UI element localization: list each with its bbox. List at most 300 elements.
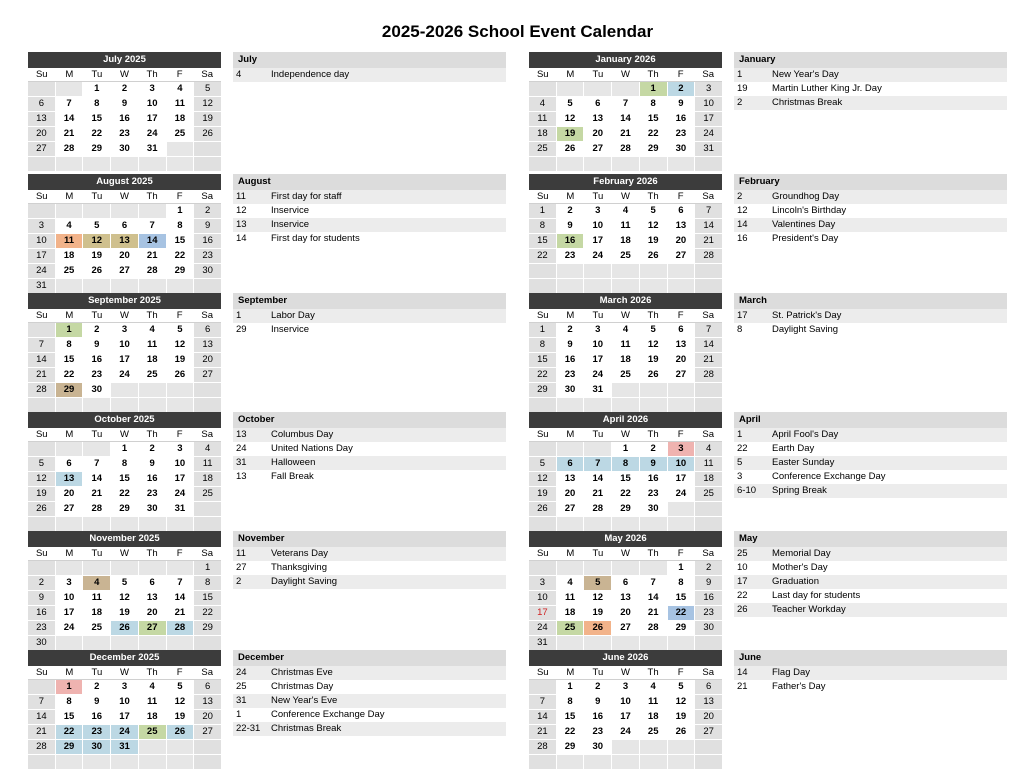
day-cell[interactable]: 18 — [194, 472, 221, 486]
day-cell[interactable]: 7 — [695, 204, 722, 218]
day-cell[interactable]: 4 — [56, 219, 83, 233]
day-cell[interactable]: 3 — [167, 442, 194, 456]
day-cell[interactable]: 12 — [529, 472, 556, 486]
day-cell[interactable]: 27 — [612, 621, 639, 635]
day-cell[interactable]: 21 — [56, 127, 83, 141]
day-cell[interactable]: 27 — [56, 502, 83, 516]
day-cell[interactable]: 25 — [139, 725, 166, 739]
day-cell[interactable]: 10 — [111, 695, 138, 709]
day-cell[interactable]: 16 — [83, 353, 110, 367]
day-cell[interactable]: 20 — [194, 353, 221, 367]
day-cell[interactable]: 8 — [167, 219, 194, 233]
day-cell[interactable]: 20 — [668, 234, 695, 248]
day-cell[interactable]: 13 — [557, 472, 584, 486]
day-cell[interactable]: 9 — [28, 591, 55, 605]
day-cell[interactable]: 3 — [695, 82, 722, 96]
day-cell[interactable]: 31 — [529, 636, 556, 650]
day-cell[interactable]: 24 — [28, 264, 55, 278]
day-cell[interactable]: 14 — [640, 591, 667, 605]
day-cell[interactable]: 14 — [83, 472, 110, 486]
day-cell[interactable]: 22 — [194, 606, 221, 620]
day-cell[interactable]: 17 — [139, 112, 166, 126]
day-cell[interactable]: 30 — [83, 383, 110, 397]
day-cell[interactable]: 21 — [612, 127, 639, 141]
day-cell[interactable]: 19 — [83, 249, 110, 263]
day-cell[interactable]: 12 — [640, 219, 667, 233]
day-cell[interactable]: 7 — [139, 219, 166, 233]
day-cell[interactable]: 28 — [83, 502, 110, 516]
day-cell[interactable]: 12 — [83, 234, 110, 248]
day-cell[interactable]: 17 — [695, 112, 722, 126]
day-cell[interactable]: 5 — [584, 576, 611, 590]
day-cell[interactable]: 26 — [28, 502, 55, 516]
day-cell[interactable]: 26 — [640, 249, 667, 263]
day-cell[interactable]: 31 — [167, 502, 194, 516]
day-cell[interactable]: 14 — [529, 710, 556, 724]
day-cell[interactable]: 4 — [612, 323, 639, 337]
day-cell[interactable]: 24 — [56, 621, 83, 635]
day-cell[interactable]: 10 — [529, 591, 556, 605]
day-cell[interactable]: 9 — [557, 219, 584, 233]
day-cell[interactable]: 11 — [640, 695, 667, 709]
day-cell[interactable]: 14 — [56, 112, 83, 126]
day-cell[interactable]: 4 — [612, 204, 639, 218]
day-cell[interactable]: 6 — [139, 576, 166, 590]
day-cell[interactable]: 13 — [612, 591, 639, 605]
day-cell[interactable]: 2 — [584, 680, 611, 694]
day-cell[interactable]: 28 — [695, 368, 722, 382]
day-cell[interactable]: 19 — [111, 606, 138, 620]
day-cell[interactable]: 3 — [668, 442, 695, 456]
day-cell[interactable]: 19 — [529, 487, 556, 501]
day-cell[interactable]: 19 — [167, 353, 194, 367]
day-cell[interactable]: 30 — [584, 740, 611, 754]
day-cell[interactable]: 17 — [584, 234, 611, 248]
day-cell[interactable]: 18 — [640, 710, 667, 724]
day-cell[interactable]: 7 — [28, 695, 55, 709]
day-cell[interactable]: 19 — [584, 606, 611, 620]
day-cell[interactable]: 14 — [28, 710, 55, 724]
day-cell[interactable]: 23 — [584, 725, 611, 739]
day-cell[interactable]: 31 — [111, 740, 138, 754]
day-cell[interactable]: 28 — [612, 142, 639, 156]
day-cell[interactable]: 7 — [640, 576, 667, 590]
day-cell[interactable]: 9 — [83, 695, 110, 709]
day-cell[interactable]: 4 — [695, 442, 722, 456]
day-cell[interactable]: 29 — [111, 502, 138, 516]
day-cell[interactable]: 5 — [529, 457, 556, 471]
day-cell[interactable]: 27 — [668, 249, 695, 263]
day-cell[interactable]: 8 — [529, 219, 556, 233]
day-cell[interactable]: 15 — [111, 472, 138, 486]
day-cell[interactable]: 20 — [28, 127, 55, 141]
day-cell[interactable]: 7 — [584, 457, 611, 471]
day-cell[interactable]: 28 — [167, 621, 194, 635]
day-cell[interactable]: 5 — [668, 680, 695, 694]
day-cell[interactable]: 17 — [28, 249, 55, 263]
day-cell[interactable]: 12 — [194, 97, 221, 111]
day-cell[interactable]: 23 — [111, 127, 138, 141]
day-cell[interactable]: 23 — [28, 621, 55, 635]
day-cell[interactable]: 15 — [529, 353, 556, 367]
day-cell[interactable]: 9 — [111, 97, 138, 111]
day-cell[interactable]: 18 — [612, 353, 639, 367]
day-cell[interactable]: 6 — [557, 457, 584, 471]
day-cell[interactable]: 1 — [668, 561, 695, 575]
day-cell[interactable]: 30 — [139, 502, 166, 516]
day-cell[interactable]: 30 — [557, 383, 584, 397]
day-cell[interactable]: 15 — [668, 591, 695, 605]
day-cell[interactable]: 4 — [557, 576, 584, 590]
day-cell[interactable]: 11 — [194, 457, 221, 471]
day-cell[interactable]: 3 — [139, 82, 166, 96]
day-cell[interactable]: 24 — [584, 368, 611, 382]
day-cell[interactable]: 6 — [111, 219, 138, 233]
day-cell[interactable]: 10 — [139, 97, 166, 111]
day-cell[interactable]: 13 — [668, 338, 695, 352]
day-cell[interactable]: 30 — [111, 142, 138, 156]
day-cell[interactable]: 4 — [194, 442, 221, 456]
day-cell[interactable]: 1 — [83, 82, 110, 96]
day-cell[interactable]: 18 — [557, 606, 584, 620]
day-cell[interactable]: 31 — [28, 279, 55, 293]
day-cell[interactable]: 9 — [194, 219, 221, 233]
day-cell[interactable]: 14 — [167, 591, 194, 605]
day-cell[interactable]: 15 — [56, 710, 83, 724]
day-cell[interactable]: 13 — [139, 591, 166, 605]
day-cell[interactable]: 23 — [139, 487, 166, 501]
day-cell[interactable]: 15 — [557, 710, 584, 724]
day-cell[interactable]: 14 — [28, 353, 55, 367]
day-cell[interactable]: 25 — [557, 621, 584, 635]
day-cell[interactable]: 7 — [529, 695, 556, 709]
day-cell[interactable]: 29 — [640, 142, 667, 156]
day-cell[interactable]: 14 — [612, 112, 639, 126]
day-cell[interactable]: 18 — [56, 249, 83, 263]
day-cell[interactable]: 28 — [56, 142, 83, 156]
day-cell[interactable]: 10 — [167, 457, 194, 471]
day-cell[interactable]: 24 — [695, 127, 722, 141]
day-cell[interactable]: 22 — [529, 249, 556, 263]
day-cell[interactable]: 11 — [83, 591, 110, 605]
day-cell[interactable]: 5 — [111, 576, 138, 590]
day-cell[interactable]: 22 — [111, 487, 138, 501]
day-cell[interactable]: 24 — [111, 368, 138, 382]
day-cell[interactable]: 16 — [557, 234, 584, 248]
day-cell[interactable]: 22 — [529, 368, 556, 382]
day-cell[interactable]: 10 — [695, 97, 722, 111]
day-cell[interactable]: 18 — [139, 710, 166, 724]
day-cell[interactable]: 9 — [584, 695, 611, 709]
day-cell[interactable]: 5 — [28, 457, 55, 471]
day-cell[interactable]: 11 — [612, 219, 639, 233]
day-cell[interactable]: 10 — [668, 457, 695, 471]
day-cell[interactable]: 23 — [557, 368, 584, 382]
day-cell[interactable]: 11 — [56, 234, 83, 248]
day-cell[interactable]: 23 — [83, 725, 110, 739]
day-cell[interactable]: 15 — [640, 112, 667, 126]
day-cell[interactable]: 6 — [612, 576, 639, 590]
day-cell[interactable]: 3 — [584, 323, 611, 337]
day-cell[interactable]: 19 — [640, 353, 667, 367]
day-cell[interactable]: 29 — [612, 502, 639, 516]
day-cell[interactable]: 4 — [640, 680, 667, 694]
day-cell[interactable]: 3 — [529, 576, 556, 590]
day-cell[interactable]: 3 — [584, 204, 611, 218]
day-cell[interactable]: 16 — [139, 472, 166, 486]
day-cell[interactable]: 29 — [194, 621, 221, 635]
day-cell[interactable]: 30 — [640, 502, 667, 516]
day-cell[interactable]: 1 — [529, 204, 556, 218]
day-cell[interactable]: 3 — [28, 219, 55, 233]
day-cell[interactable]: 5 — [83, 219, 110, 233]
day-cell[interactable]: 26 — [640, 368, 667, 382]
day-cell[interactable]: 19 — [668, 710, 695, 724]
day-cell[interactable]: 29 — [56, 383, 83, 397]
day-cell[interactable]: 17 — [612, 710, 639, 724]
day-cell[interactable]: 23 — [194, 249, 221, 263]
day-cell[interactable]: 17 — [111, 710, 138, 724]
day-cell[interactable]: 17 — [111, 353, 138, 367]
day-cell[interactable]: 9 — [139, 457, 166, 471]
day-cell[interactable]: 10 — [28, 234, 55, 248]
day-cell[interactable]: 2 — [557, 204, 584, 218]
day-cell[interactable]: 27 — [28, 142, 55, 156]
day-cell[interactable]: 25 — [640, 725, 667, 739]
day-cell[interactable]: 13 — [194, 338, 221, 352]
day-cell[interactable]: 26 — [529, 502, 556, 516]
day-cell[interactable]: 5 — [640, 323, 667, 337]
day-cell[interactable]: 8 — [83, 97, 110, 111]
day-cell[interactable]: 20 — [584, 127, 611, 141]
day-cell[interactable]: 4 — [139, 323, 166, 337]
day-cell[interactable]: 21 — [695, 234, 722, 248]
day-cell[interactable]: 18 — [139, 353, 166, 367]
day-cell[interactable]: 28 — [695, 249, 722, 263]
day-cell[interactable]: 9 — [695, 576, 722, 590]
day-cell[interactable]: 5 — [167, 680, 194, 694]
day-cell[interactable]: 22 — [640, 127, 667, 141]
day-cell[interactable]: 20 — [194, 710, 221, 724]
day-cell[interactable]: 25 — [194, 487, 221, 501]
day-cell[interactable]: 1 — [557, 680, 584, 694]
day-cell[interactable]: 19 — [557, 127, 584, 141]
day-cell[interactable]: 21 — [139, 249, 166, 263]
day-cell[interactable]: 11 — [139, 695, 166, 709]
day-cell[interactable]: 25 — [612, 249, 639, 263]
day-cell[interactable]: 23 — [557, 249, 584, 263]
day-cell[interactable]: 2 — [695, 561, 722, 575]
day-cell[interactable]: 28 — [640, 621, 667, 635]
day-cell[interactable]: 14 — [139, 234, 166, 248]
day-cell[interactable]: 17 — [167, 472, 194, 486]
day-cell[interactable]: 26 — [557, 142, 584, 156]
day-cell[interactable]: 22 — [612, 487, 639, 501]
day-cell[interactable]: 25 — [612, 368, 639, 382]
day-cell[interactable]: 24 — [111, 725, 138, 739]
day-cell[interactable]: 12 — [167, 695, 194, 709]
day-cell[interactable]: 8 — [640, 97, 667, 111]
day-cell[interactable]: 7 — [695, 323, 722, 337]
day-cell[interactable]: 27 — [194, 368, 221, 382]
day-cell[interactable]: 21 — [28, 725, 55, 739]
day-cell[interactable]: 22 — [56, 725, 83, 739]
day-cell[interactable]: 11 — [529, 112, 556, 126]
day-cell[interactable]: 6 — [194, 323, 221, 337]
day-cell[interactable]: 12 — [640, 338, 667, 352]
day-cell[interactable]: 13 — [194, 695, 221, 709]
day-cell[interactable]: 7 — [28, 338, 55, 352]
day-cell[interactable]: 1 — [56, 680, 83, 694]
day-cell[interactable]: 15 — [167, 234, 194, 248]
day-cell[interactable]: 2 — [111, 82, 138, 96]
day-cell[interactable]: 20 — [612, 606, 639, 620]
day-cell[interactable]: 24 — [668, 487, 695, 501]
day-cell[interactable]: 21 — [640, 606, 667, 620]
day-cell[interactable]: 5 — [194, 82, 221, 96]
day-cell[interactable]: 8 — [194, 576, 221, 590]
day-cell[interactable]: 16 — [28, 606, 55, 620]
day-cell[interactable]: 30 — [28, 636, 55, 650]
day-cell[interactable]: 20 — [139, 606, 166, 620]
day-cell[interactable]: 26 — [111, 621, 138, 635]
day-cell[interactable]: 29 — [529, 383, 556, 397]
day-cell[interactable]: 8 — [56, 695, 83, 709]
day-cell[interactable]: 27 — [111, 264, 138, 278]
day-cell[interactable]: 31 — [695, 142, 722, 156]
day-cell[interactable]: 15 — [194, 591, 221, 605]
day-cell[interactable]: 19 — [640, 234, 667, 248]
day-cell[interactable]: 5 — [640, 204, 667, 218]
day-cell[interactable]: 15 — [83, 112, 110, 126]
day-cell[interactable]: 26 — [83, 264, 110, 278]
day-cell[interactable]: 14 — [695, 219, 722, 233]
day-cell[interactable]: 6 — [28, 97, 55, 111]
day-cell[interactable]: 28 — [584, 502, 611, 516]
day-cell[interactable]: 1 — [194, 561, 221, 575]
day-cell[interactable]: 26 — [668, 725, 695, 739]
day-cell[interactable]: 25 — [167, 127, 194, 141]
day-cell[interactable]: 8 — [56, 338, 83, 352]
day-cell[interactable]: 12 — [557, 112, 584, 126]
day-cell[interactable]: 19 — [194, 112, 221, 126]
day-cell[interactable]: 30 — [695, 621, 722, 635]
day-cell[interactable]: 24 — [612, 725, 639, 739]
day-cell[interactable]: 13 — [584, 112, 611, 126]
day-cell[interactable]: 22 — [668, 606, 695, 620]
day-cell[interactable]: 1 — [529, 323, 556, 337]
day-cell[interactable]: 24 — [167, 487, 194, 501]
day-cell[interactable]: 29 — [557, 740, 584, 754]
day-cell[interactable]: 8 — [557, 695, 584, 709]
day-cell[interactable]: 10 — [111, 338, 138, 352]
day-cell[interactable]: 16 — [83, 710, 110, 724]
day-cell[interactable]: 4 — [83, 576, 110, 590]
day-cell[interactable]: 25 — [139, 368, 166, 382]
day-cell[interactable]: 28 — [529, 740, 556, 754]
day-cell[interactable]: 27 — [584, 142, 611, 156]
day-cell[interactable]: 27 — [695, 725, 722, 739]
day-cell[interactable]: 14 — [584, 472, 611, 486]
day-cell[interactable]: 19 — [28, 487, 55, 501]
day-cell[interactable]: 16 — [695, 591, 722, 605]
day-cell[interactable]: 31 — [584, 383, 611, 397]
day-cell[interactable]: 4 — [529, 97, 556, 111]
day-cell[interactable]: 10 — [584, 338, 611, 352]
day-cell[interactable]: 1 — [167, 204, 194, 218]
day-cell[interactable]: 6 — [695, 680, 722, 694]
day-cell[interactable]: 16 — [111, 112, 138, 126]
day-cell[interactable]: 15 — [56, 353, 83, 367]
day-cell[interactable]: 20 — [668, 353, 695, 367]
day-cell[interactable]: 12 — [668, 695, 695, 709]
day-cell[interactable]: 29 — [167, 264, 194, 278]
day-cell[interactable]: 2 — [557, 323, 584, 337]
day-cell[interactable]: 7 — [612, 97, 639, 111]
day-cell[interactable]: 11 — [612, 338, 639, 352]
day-cell[interactable]: 28 — [139, 264, 166, 278]
day-cell[interactable]: 10 — [56, 591, 83, 605]
day-cell[interactable]: 27 — [194, 725, 221, 739]
day-cell[interactable]: 13 — [695, 695, 722, 709]
day-cell[interactable]: 10 — [584, 219, 611, 233]
day-cell[interactable]: 8 — [529, 338, 556, 352]
day-cell[interactable]: 27 — [139, 621, 166, 635]
day-cell[interactable]: 9 — [557, 338, 584, 352]
day-cell[interactable]: 5 — [167, 323, 194, 337]
day-cell[interactable]: 13 — [28, 112, 55, 126]
day-cell[interactable]: 2 — [83, 680, 110, 694]
day-cell[interactable]: 2 — [139, 442, 166, 456]
day-cell[interactable]: 27 — [668, 368, 695, 382]
day-cell[interactable]: 11 — [167, 97, 194, 111]
day-cell[interactable]: 17 — [529, 606, 556, 620]
day-cell[interactable]: 9 — [83, 338, 110, 352]
day-cell[interactable]: 2 — [194, 204, 221, 218]
day-cell[interactable]: 7 — [83, 457, 110, 471]
day-cell[interactable]: 26 — [584, 621, 611, 635]
day-cell[interactable]: 13 — [111, 234, 138, 248]
day-cell[interactable]: 31 — [139, 142, 166, 156]
day-cell[interactable]: 20 — [56, 487, 83, 501]
day-cell[interactable]: 13 — [56, 472, 83, 486]
day-cell[interactable]: 24 — [584, 249, 611, 263]
day-cell[interactable]: 21 — [695, 353, 722, 367]
day-cell[interactable]: 11 — [139, 338, 166, 352]
day-cell[interactable]: 21 — [529, 725, 556, 739]
day-cell[interactable]: 4 — [139, 680, 166, 694]
day-cell[interactable]: 15 — [612, 472, 639, 486]
day-cell[interactable]: 2 — [83, 323, 110, 337]
day-cell[interactable]: 27 — [557, 502, 584, 516]
day-cell[interactable]: 15 — [529, 234, 556, 248]
day-cell[interactable]: 9 — [668, 97, 695, 111]
day-cell[interactable]: 21 — [167, 606, 194, 620]
day-cell[interactable]: 16 — [640, 472, 667, 486]
day-cell[interactable]: 23 — [668, 127, 695, 141]
day-cell[interactable]: 23 — [83, 368, 110, 382]
day-cell[interactable]: 26 — [194, 127, 221, 141]
day-cell[interactable]: 16 — [194, 234, 221, 248]
day-cell[interactable]: 29 — [83, 142, 110, 156]
day-cell[interactable]: 24 — [529, 621, 556, 635]
day-cell[interactable]: 18 — [167, 112, 194, 126]
day-cell[interactable]: 18 — [529, 127, 556, 141]
day-cell[interactable]: 22 — [167, 249, 194, 263]
day-cell[interactable]: 6 — [668, 323, 695, 337]
day-cell[interactable]: 18 — [695, 472, 722, 486]
day-cell[interactable]: 20 — [557, 487, 584, 501]
